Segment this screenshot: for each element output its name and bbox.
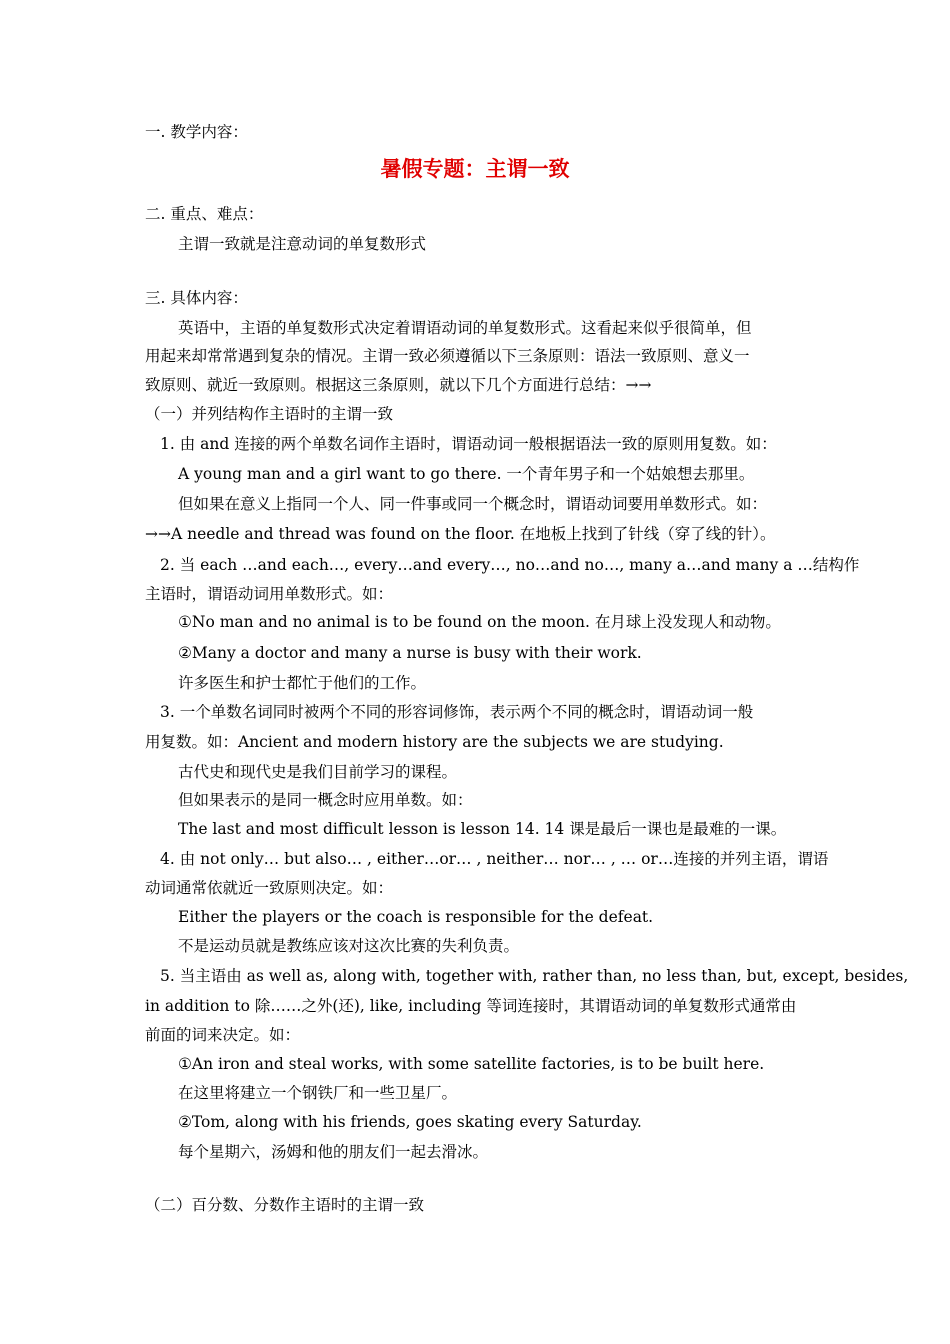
example-translation: 许多医生和护士都忙于他们的工作。 <box>178 674 427 692</box>
example-translation: 古代史和现代史是我们目前学习的课程。 <box>178 763 458 781</box>
example-line: ①An iron and steal works, with some satellite factories, is to be built here. <box>178 1055 765 1073</box>
rule-line: 但如果表示的是同一概念时应用单数。如： <box>178 791 473 809</box>
example-line: ①No man and no animal is to be found on the moon. 在月球上没发现人和动物。 <box>178 613 781 631</box>
example-line: ②Many a doctor and many a nurse is busy with their work. <box>178 644 642 662</box>
rule-line: 动词通常依就近一致原则决定。如： <box>145 879 394 897</box>
rule-line: 但如果在意义上指同一个人、同一件事或同一个概念时，谓语动词要用单数形式。如： <box>178 495 768 513</box>
rule-line: 3. 一个单数名词同时被两个不同的形容词修饰，表示两个不同的概念时，谓语动词一般 <box>160 703 754 721</box>
section-heading-teaching-content: 一. 教学内容： <box>145 123 248 141</box>
rule-line: 前面的词来决定。如： <box>145 1026 301 1044</box>
rule-line: 主语时，谓语动词用单数形式。如： <box>145 585 394 603</box>
rule-line: 4. 由 not only… but also… , either…or… , neither… nor… , … or…连接的并列主语，谓语 <box>160 850 829 868</box>
example-translation: 在这里将建立一个钢铁厂和一些卫星厂。 <box>178 1084 458 1102</box>
example-translation: 不是运动员就是教练应该对这次比赛的失利负责。 <box>178 937 520 955</box>
part-heading: （二）百分数、分数作主语时的主谓一致 <box>145 1196 425 1214</box>
part-heading: （一）并列结构作主语时的主谓一致 <box>145 405 394 423</box>
page-title: 暑假专题：主谓一致 <box>380 157 570 181</box>
example-line: Either the players or the coach is responsible for the defeat. <box>178 908 654 926</box>
example-translation: 每个星期六，汤姆和他的朋友们一起去滑冰。 <box>178 1143 489 1161</box>
key-point-text: 主谓一致就是注意动词的单复数形式 <box>178 235 427 253</box>
intro-line: 英语中，主语的单复数形式决定着谓语动词的单复数形式。这看起来似乎很简单，但 <box>178 319 752 337</box>
rule-line: 5. 当主语由 as well as, along with, together with, rather than, no less than, but, except, besides, <box>160 967 909 985</box>
intro-line: 致原则、就近一致原则。根据这三条原则，就以下几个方面进行总结：→→ <box>145 376 652 394</box>
section-heading-details: 三. 具体内容： <box>145 289 248 307</box>
example-line: ②Tom, along with his friends, goes skating every Saturday. <box>178 1113 642 1131</box>
example-line: A young man and a girl want to go there. 一个青年男子和一个姑娘想去那里。 <box>178 465 755 483</box>
example-line: →→A needle and thread was found on the floor. 在地板上找到了针线（穿了线的针）。 <box>145 525 776 543</box>
intro-line: 用起来却常常遇到复杂的情况。主谓一致必须遵循以下三条原则：语法一致原则、意义一 <box>145 347 750 365</box>
rule-line: in addition to 除……之外(还), like, including 等词连接时，其谓语动词的单复数形式通常由 <box>145 997 797 1015</box>
example-line: The last and most difficult lesson is lesson 14. 14 课是最后一课也是最难的一课。 <box>178 820 787 838</box>
rule-line: 2. 当 each …and each…, every…and every…, no…and no…, many a…and many a …结构作 <box>160 556 860 574</box>
rule-line: 1. 由 and 连接的两个单数名词作主语时，谓语动词一般根据语法一致的原则用复数。如： <box>160 435 777 453</box>
section-heading-key-points: 二. 重点、难点： <box>145 205 264 223</box>
rule-line: 用复数。如：Ancient and modern history are the subjects we are studying. <box>145 733 724 751</box>
